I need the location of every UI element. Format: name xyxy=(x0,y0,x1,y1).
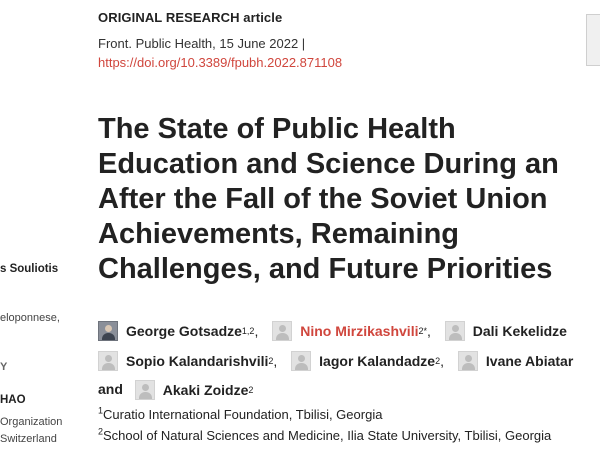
article-thumbnail[interactable] xyxy=(586,14,600,66)
author-name[interactable]: Sopio Kalandarishvili xyxy=(126,352,269,369)
sidebar-author-name-2[interactable]: HAO xyxy=(0,394,26,406)
author-name[interactable]: Iagor Kalandadze xyxy=(319,352,436,369)
avatar-placeholder-icon xyxy=(291,351,311,371)
author-line xyxy=(98,345,600,374)
and-conjunction: and xyxy=(98,380,123,397)
avatar-placeholder-icon xyxy=(272,321,292,341)
author-photo-avatar xyxy=(98,321,118,341)
title-line: The State of Public Health xyxy=(98,113,456,145)
author-iagor-kalandadze[interactable]: Iagor Kalandadze 2 , xyxy=(291,347,452,375)
affiliation-item xyxy=(98,404,598,425)
author-name[interactable]: George Gotsadze xyxy=(126,323,242,340)
author-ivane-abiatar[interactable] xyxy=(458,347,573,375)
affiliation-list xyxy=(98,404,598,446)
related-authors-sidebar xyxy=(0,0,80,450)
author-separator: , xyxy=(440,352,444,369)
affiliation-text: School of Natural Sciences and Medicine, Ilia State University, Tbilisi, Georgia xyxy=(103,428,552,443)
affiliation-number: 1 xyxy=(98,405,104,416)
author-name[interactable]: Ivane Abiatar xyxy=(485,352,574,369)
author-name[interactable]: Dali Kekelidze xyxy=(472,323,567,340)
author-separator: , xyxy=(273,352,278,369)
author-separator: , xyxy=(426,323,431,340)
title-line: Challenges, and Future Priorities xyxy=(98,253,553,285)
author-name[interactable]: Nino Mirzikashvili xyxy=(300,323,419,340)
author-george-gotsadze[interactable]: George Gotsadze 1,2 , xyxy=(98,317,266,345)
sidebar-author-name[interactable]: s Souliotis xyxy=(0,263,59,275)
author-sopio-kalandarishvili[interactable]: Sopio Kalandarishvili 2 , xyxy=(98,347,285,375)
avatar-placeholder-icon xyxy=(98,351,118,371)
avatar-placeholder-icon xyxy=(135,380,155,400)
citation-text: Front. Public Health, 15 June 2022 | xyxy=(98,36,306,51)
article-title xyxy=(98,112,600,287)
author-name[interactable]: Akaki Zoidze xyxy=(162,381,249,398)
sidebar-author-affiliation-2b: Switzerland xyxy=(0,433,57,445)
author-nino-mirzikashvili[interactable]: Nino Mirzikashvili 2* , xyxy=(272,317,439,345)
title-line: After the Fall of the Soviet Union xyxy=(98,183,548,215)
author-akaki-zoidze[interactable]: Akaki Zoidze 2 xyxy=(135,376,254,404)
author-line xyxy=(98,375,600,404)
avatar-placeholder-icon xyxy=(445,321,465,341)
affiliation-number: 2 xyxy=(98,426,104,437)
sidebar-author-affiliation: eloponnese, xyxy=(0,312,60,324)
author-dali-kekelidze[interactable] xyxy=(445,317,567,345)
doi-link[interactable]: https://doi.org/10.3389/fpubh.2022.871108 xyxy=(98,55,343,70)
article-type-label: ORIGINAL RESEARCH article xyxy=(98,10,283,25)
author-line xyxy=(98,316,600,345)
author-separator: , xyxy=(254,323,259,340)
affiliation-item xyxy=(98,425,598,446)
sidebar-section-label: Y xyxy=(0,361,8,373)
author-list xyxy=(98,316,600,404)
affiliation-text: Curatio International Foundation, Tbilisi, Georgia xyxy=(103,407,383,422)
title-line: Achievements, Remaining xyxy=(98,218,459,250)
sidebar-author-affiliation-2: Organization xyxy=(0,416,63,428)
avatar-placeholder-icon xyxy=(458,351,478,371)
title-line: Education and Science During an xyxy=(98,148,559,180)
